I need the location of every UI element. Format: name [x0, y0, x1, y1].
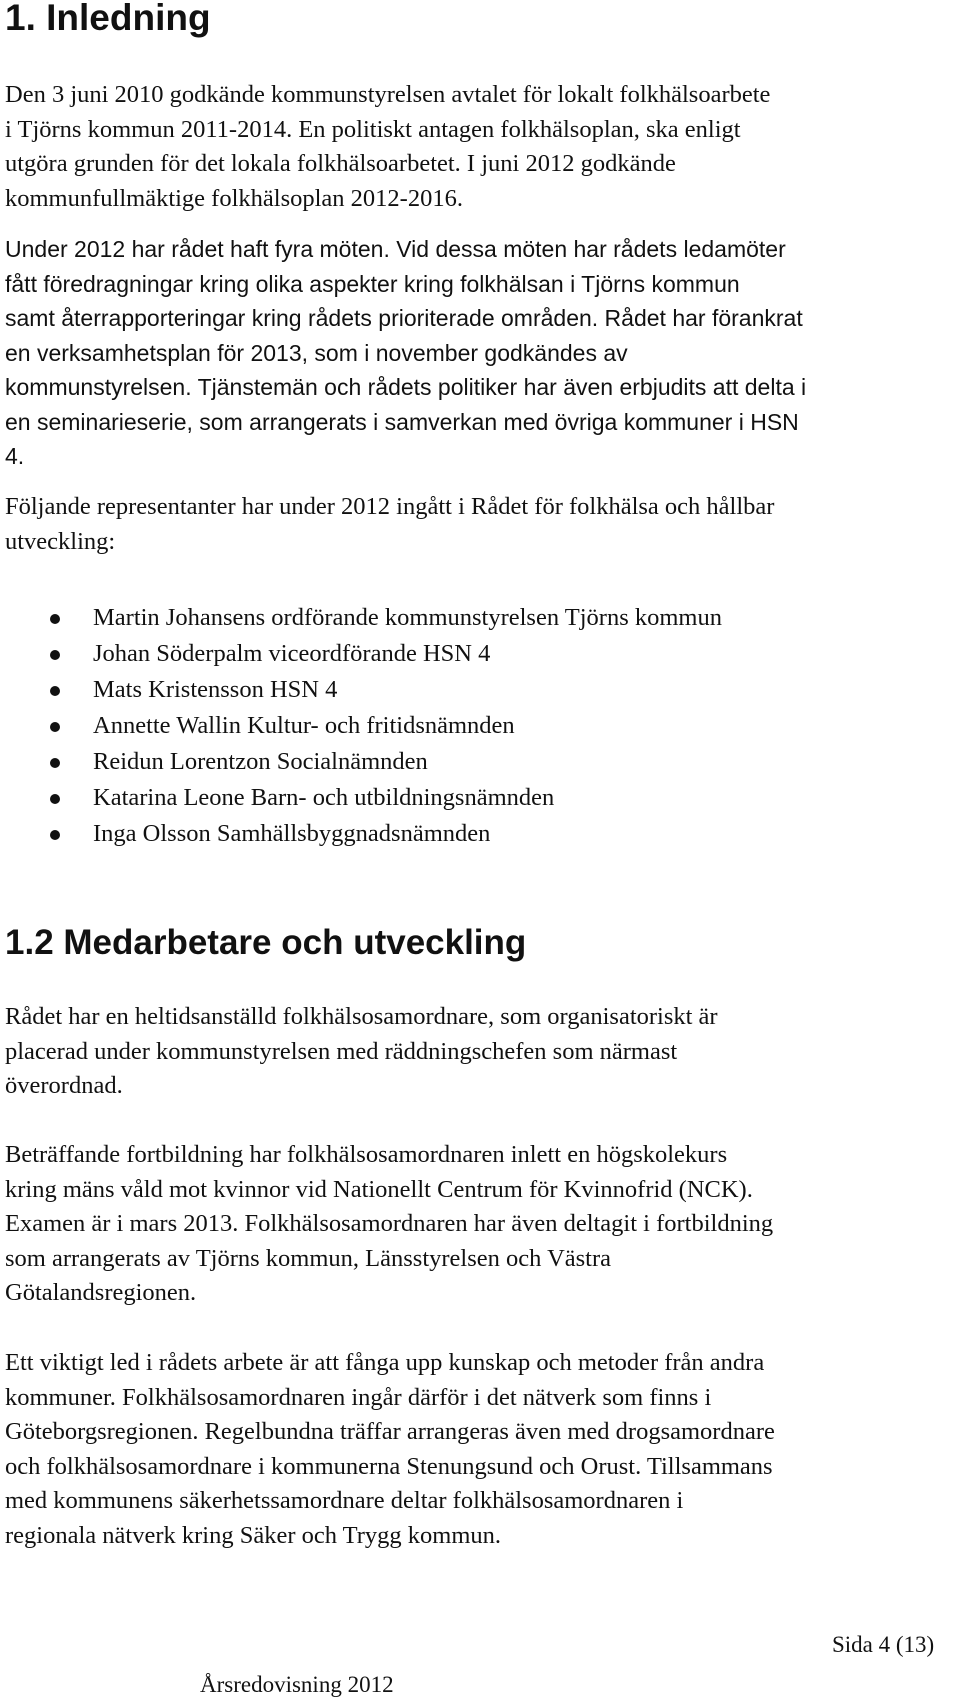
list-item-text: Annette Wallin Kultur- och fritidsnämnden: [93, 712, 515, 739]
list-item-text: Inga Olsson Samhällsbyggnadsnämnden: [93, 820, 491, 847]
list-item: [5, 744, 722, 780]
footer-title: Årsredovisning 2012: [200, 1672, 394, 1697]
paragraph-training: Beträffande fortbildning har folkhälsosamordnaren inlett en högskolekurs kring mäns våld mot kvinnor vid Nationellt Centrum för Kvinnofrid (NCK). Examen är i mars 2013. Folkhälsosamordnaren har även deltagit i fortbildning som arrangerats av Tjörns kommun, Länsstyrelsen och Västra Götalandsregionen.: [5, 1141, 774, 1306]
bullet-icon: [50, 758, 60, 768]
bullet-icon: [50, 614, 60, 624]
list-item: [5, 816, 722, 852]
paragraph-network: Ett viktigt led i rådets arbete är att fånga upp kunskap och metoder från andra kommuner. Folkhälsosamordnaren ingår därför i det nätverk som finns i Göteborgsregionen. Regelbundna träffar arrangeras även med drogsamordnare och folkhälsosamordnare i kommunerna Stenungsund och Orust. Tillsammans med kommunens säkerhetssamordnare deltar folkhälsosamordnaren i regionala nätverk kring Säker och Trygg kommun.: [5, 1349, 775, 1549]
bullet-icon: [50, 650, 60, 660]
list-item-text: Reidun Lorentzon Socialnämnden: [93, 748, 428, 775]
representatives-list: [5, 600, 722, 852]
bullet-icon: [50, 830, 60, 840]
bullet-icon: [50, 722, 60, 732]
list-item: [5, 780, 722, 816]
bullet-icon: [50, 794, 60, 804]
list-item: [5, 672, 722, 708]
bullet-icon: [50, 686, 60, 696]
list-item: [5, 636, 722, 672]
paragraph-representatives-intro: Följande representanter har under 2012 ingått i Rådet för folkhälsa och hållbar utveckling:: [5, 493, 775, 555]
section-heading-medarbetare: 1.2 Medarbetare och utveckling: [5, 923, 527, 962]
page-number: Sida 4 (13): [832, 1632, 935, 1657]
list-item: [5, 708, 722, 744]
list-item-text: Johan Söderpalm viceordförande HSN 4: [93, 640, 491, 667]
paragraph-coordinator: Rådet har en heltidsanställd folkhälsosamordnare, som organisatoriskt är placerad under kommunstyrelsen med räddningschefen som närmast överordnad.: [5, 1003, 718, 1099]
list-item: [5, 600, 722, 636]
list-item-text: Mats Kristensson HSN 4: [93, 676, 338, 703]
list-item-text: Martin Johansens ordförande kommunstyrelsen Tjörns kommun: [93, 604, 722, 631]
section-heading-inledning: 1. Inledning: [5, 0, 211, 38]
list-item-text: Katarina Leone Barn- och utbildningsnämnden: [93, 784, 555, 811]
paragraph-agreement: Den 3 juni 2010 godkände kommunstyrelsen avtalet för lokalt folkhälsoarbete i Tjörns kommun 2011-2014. En politiskt antagen folkhälsoplan, ska enligt utgöra grunden för det lokala folkhälsoarbetet. I juni 2012 godkände kommunfullmäktige folkhälsoplan 2012-2016.: [5, 81, 771, 212]
paragraph-meetings: Under 2012 har rådet haft fyra möten. Vid dessa möten har rådets ledamöter fått föredragningar kring olika aspekter kring folkhälsan i Tjörns kommun samt återrapporteringar kring rådets prioriterade områden. Rådet har förankrat en verksamhetsplan för 2013, som i november godkändes av kommunstyrelsen. Tjänstemän och rådets politiker har även erbjudits att delta i en seminarieserie, som arrangerats i samverkan med övriga kommuner i HSN 4.: [5, 236, 807, 469]
